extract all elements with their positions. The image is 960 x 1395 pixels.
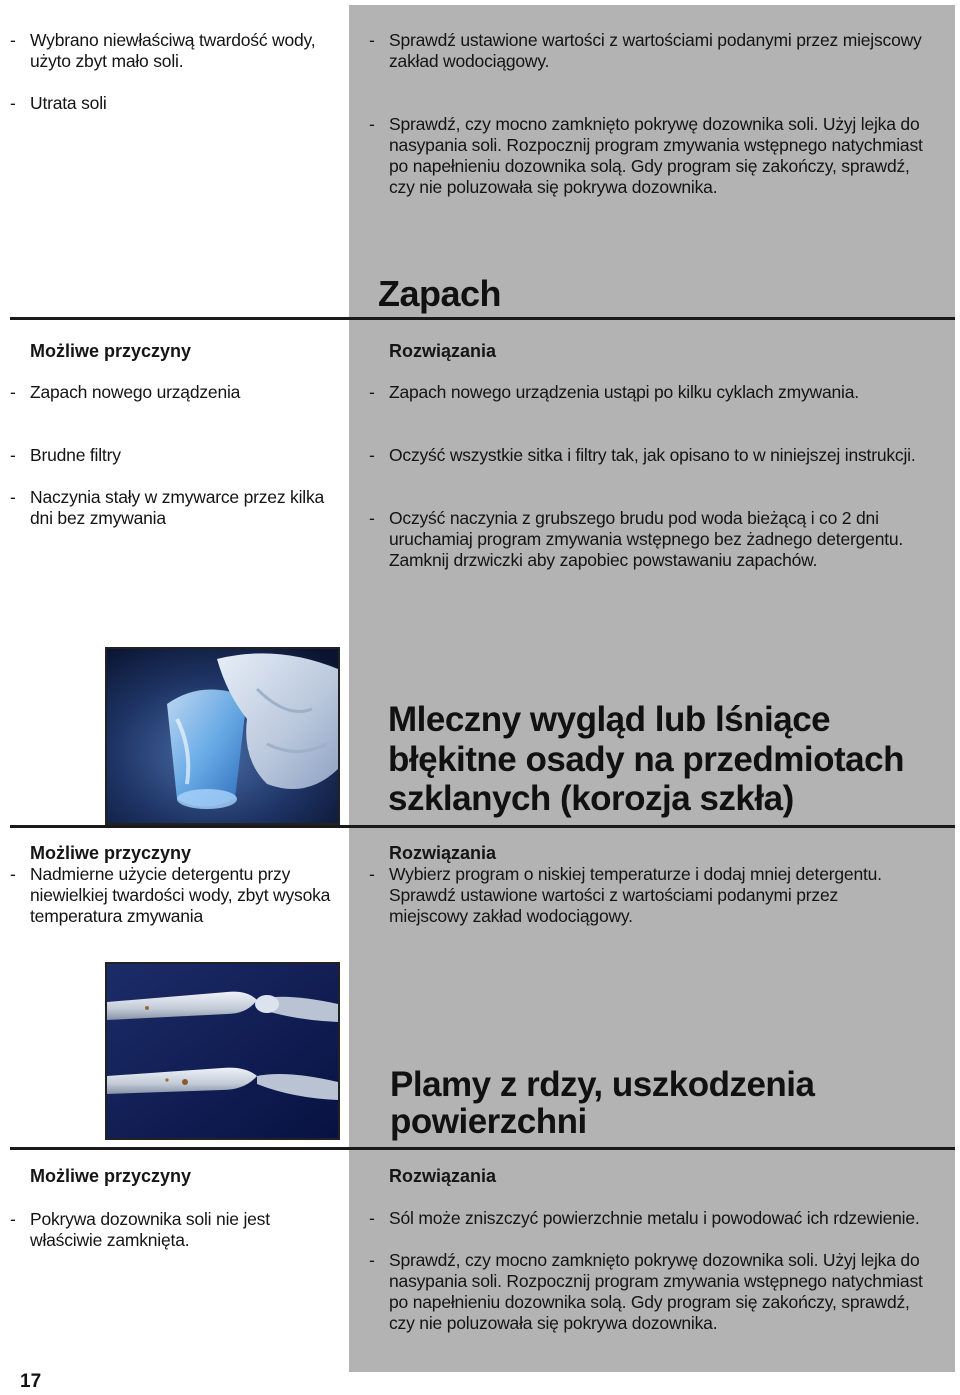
solutions-heading: Rozwiązania (389, 341, 497, 361)
solution-item: - Sprawdź, czy mocno zamknięto pokrywę dozownika soli. Użyj lejka do nasypania soli. Rozpocznij program zmywania wstępnego natychmiast po napełnieniu dozownika solą. Gdy program się zakończy, sprawdź, czy nie poluzowała się pokrywa dozownika. (369, 1250, 923, 1333)
section-divider (10, 825, 955, 828)
section-divider (10, 1147, 955, 1150)
solution-item: - Sól może zniszczyć powierzchnie metalu i powodować ich rdzewienie. (369, 1208, 920, 1228)
causes-heading: Możliwe przyczyny (30, 1166, 192, 1186)
causes-heading: Możliwe przyczyny (30, 843, 192, 863)
section-title-glass-line2: błękitne osady na przedmiotach (388, 740, 904, 779)
cause-item: - Utrata soli (10, 93, 107, 113)
solution-item: - Sprawdź ustawione wartości z wartościami podanymi przez miejscowy zakład wodociągowy. (369, 30, 922, 71)
solution-item: - Sprawdź, czy mocno zamknięto pokrywę dozownika soli. Użyj lejka do nasypania soli. Rozpocznij program zmywania wstępnego natychmiast po napełnieniu dozownika solą. Gdy program się zakończy, sprawdź, czy nie poluzowała się pokrywa dozownika. (369, 114, 923, 197)
section-title-rust-line1: Plamy z rdzy, uszkodzenia (390, 1065, 815, 1104)
cause-item: - Pokrywa dozownika soli nie jest właściwie zamknięta. (10, 1209, 270, 1250)
cause-item: - Naczynia stały w zmywarce przez kilka dni bez zmywania (10, 487, 325, 528)
cause-item: - Nadmierne użycie detergentu przy niewielkiej twardości wody, zbyt wysoka temperatura zmywania (10, 864, 331, 926)
cause-item: - Brudne filtry (10, 445, 121, 465)
solutions-heading: Rozwiązania (389, 1166, 497, 1186)
solution-item: - Zapach nowego urządzenia ustąpi po kilku cyklach zmywania. (369, 382, 859, 402)
section-title-glass-line1: Mleczny wygląd lub lśniące (388, 700, 831, 739)
section-divider (10, 317, 955, 320)
cause-item: - Zapach nowego urządzenia (10, 382, 241, 402)
solution-item: - Oczyść wszystkie sitka i filtry tak, jak opisano to w niniejszej instrukcji. (369, 445, 916, 465)
glass-photo (105, 647, 340, 825)
rusty-knives-image (107, 964, 338, 1138)
solutions-heading: Rozwiązania (389, 843, 497, 863)
section-title-rust-line2: powierzchni (390, 1102, 587, 1141)
cutlery-photo (105, 962, 340, 1140)
solution-item: - Oczyść naczynia z grubszego brudu pod woda bieżącą i co 2 dni uruchamiaj program zmywania wstępnego bez żadnego detergentu. Zamknij drzwiczki aby zapobiec powstawaniu zapachów. (369, 508, 904, 570)
section-title-odor: Zapach (378, 273, 502, 314)
solution-item: - Wybierz program o niskiej temperaturze i dodaj mniej detergentu. Sprawdź ustawione wartości z wartościami podanymi przez miejscowy zakład wodociągowy. (369, 864, 882, 926)
cause-item: - Wybrano niewłaściwą twardość wody, użyto zbyt mało soli. (10, 30, 316, 71)
section-title-glass-line3: szklanych (korozja szkła) (388, 779, 794, 818)
causes-heading: Możliwe przyczyny (30, 341, 192, 361)
page-number: 17 (20, 1371, 42, 1392)
glass-corrosion-image (107, 649, 338, 823)
